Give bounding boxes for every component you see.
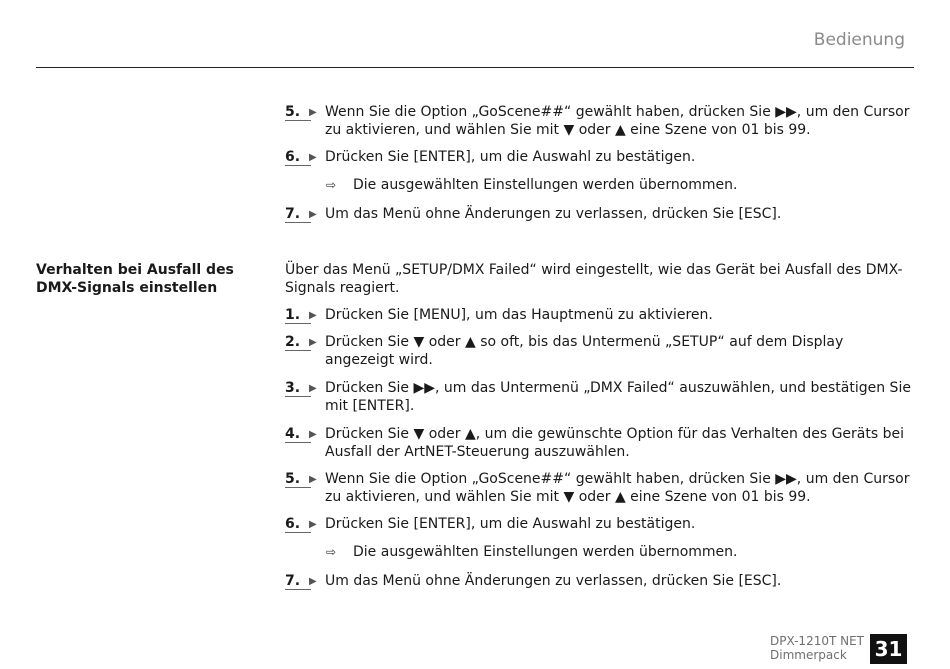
result-arrow-icon: ⇨ bbox=[326, 545, 337, 559]
step-text: Drücken Sie [ENTER], um die Auswahl zu bestätigen. bbox=[325, 516, 696, 532]
step-arrow-icon: ▶ bbox=[309, 576, 317, 587]
step-text: Um das Menü ohne Änderungen zu verlassen, drücken Sie [ESC]. bbox=[325, 573, 782, 589]
step-underline bbox=[285, 350, 311, 351]
step-arrow-icon: ▶ bbox=[309, 337, 317, 348]
step-number: 5. bbox=[285, 104, 301, 120]
result-text: Die ausgewählten Einstellungen werden übernommen. bbox=[353, 177, 738, 193]
step-underline bbox=[285, 323, 311, 324]
step-arrow-icon: ▶ bbox=[309, 474, 317, 485]
step-underline bbox=[285, 222, 311, 223]
step-arrow-icon: ▶ bbox=[309, 383, 317, 394]
step-text: Drücken Sie ▶▶, um das Untermenü „DMX Failed“ auszuwählen, und bestätigen Sie mit [ENTER]. bbox=[325, 380, 911, 414]
step-text: Um das Menü ohne Änderungen zu verlassen, drücken Sie [ESC]. bbox=[325, 206, 782, 222]
step-number: 7. bbox=[285, 206, 301, 222]
page-header-title: Bedienung bbox=[813, 30, 905, 50]
step-underline bbox=[285, 120, 311, 121]
step-text: Drücken Sie ▼ oder ▲ so oft, bis das Untermenü „SETUP“ auf dem Display angezeigt wird. bbox=[325, 334, 844, 368]
step-text: Wenn Sie die Option „GoScene##“ gewählt haben, drücken Sie ▶▶, um den Cursor zu aktivieren, und wählen Sie mit ▼ oder ▲ eine Szene von 01 bis 99. bbox=[325, 104, 910, 138]
footer-product-info bbox=[770, 634, 864, 662]
step-number: 7. bbox=[285, 573, 301, 589]
step-arrow-icon: ▶ bbox=[309, 209, 317, 220]
result-arrow-icon: ⇨ bbox=[326, 178, 337, 192]
step-underline bbox=[285, 487, 311, 488]
step-underline bbox=[285, 589, 311, 590]
step-number: 3. bbox=[285, 380, 301, 396]
step-arrow-icon: ▶ bbox=[309, 519, 317, 530]
page-number: 31 bbox=[870, 634, 907, 664]
step-arrow-icon: ▶ bbox=[309, 429, 317, 440]
step-number: 6. bbox=[285, 516, 301, 532]
header-divider bbox=[36, 67, 914, 68]
step-underline bbox=[285, 442, 311, 443]
step-number: 4. bbox=[285, 426, 301, 442]
step-arrow-icon: ▶ bbox=[309, 152, 317, 163]
step-arrow-icon: ▶ bbox=[309, 107, 317, 118]
step-text: Drücken Sie [MENU], um das Hauptmenü zu aktivieren. bbox=[325, 307, 713, 323]
step-number: 6. bbox=[285, 149, 301, 165]
step-underline bbox=[285, 532, 311, 533]
footer-model-name: DPX-1210T NET bbox=[770, 634, 865, 648]
section-intro: Über das Menü „SETUP/DMX Failed“ wird eingestellt, wie das Gerät bei Ausfall des DMX-Signals reagiert. bbox=[285, 262, 903, 296]
section-heading: Verhalten bei Ausfall des DMX-Signals einstellen bbox=[36, 262, 234, 296]
step-arrow-icon: ▶ bbox=[309, 310, 317, 321]
step-text: Drücken Sie ▼ oder ▲, um die gewünschte Option für das Verhalten des Geräts bei Ausfall der ArtNET-Steuerung auszuwählen. bbox=[325, 426, 904, 460]
step-underline bbox=[285, 396, 311, 397]
step-number: 5. bbox=[285, 471, 301, 487]
step-number: 1. bbox=[285, 307, 301, 323]
step-number: 2. bbox=[285, 334, 301, 350]
footer-product-type: Dimmerpack bbox=[770, 648, 847, 662]
step-text: Drücken Sie [ENTER], um die Auswahl zu bestätigen. bbox=[325, 149, 696, 165]
step-text: Wenn Sie die Option „GoScene##“ gewählt haben, drücken Sie ▶▶, um den Cursor zu aktivieren, und wählen Sie mit ▼ oder ▲ eine Szene von 01 bis 99. bbox=[325, 471, 910, 505]
step-underline bbox=[285, 165, 311, 166]
result-text: Die ausgewählten Einstellungen werden übernommen. bbox=[353, 544, 738, 560]
